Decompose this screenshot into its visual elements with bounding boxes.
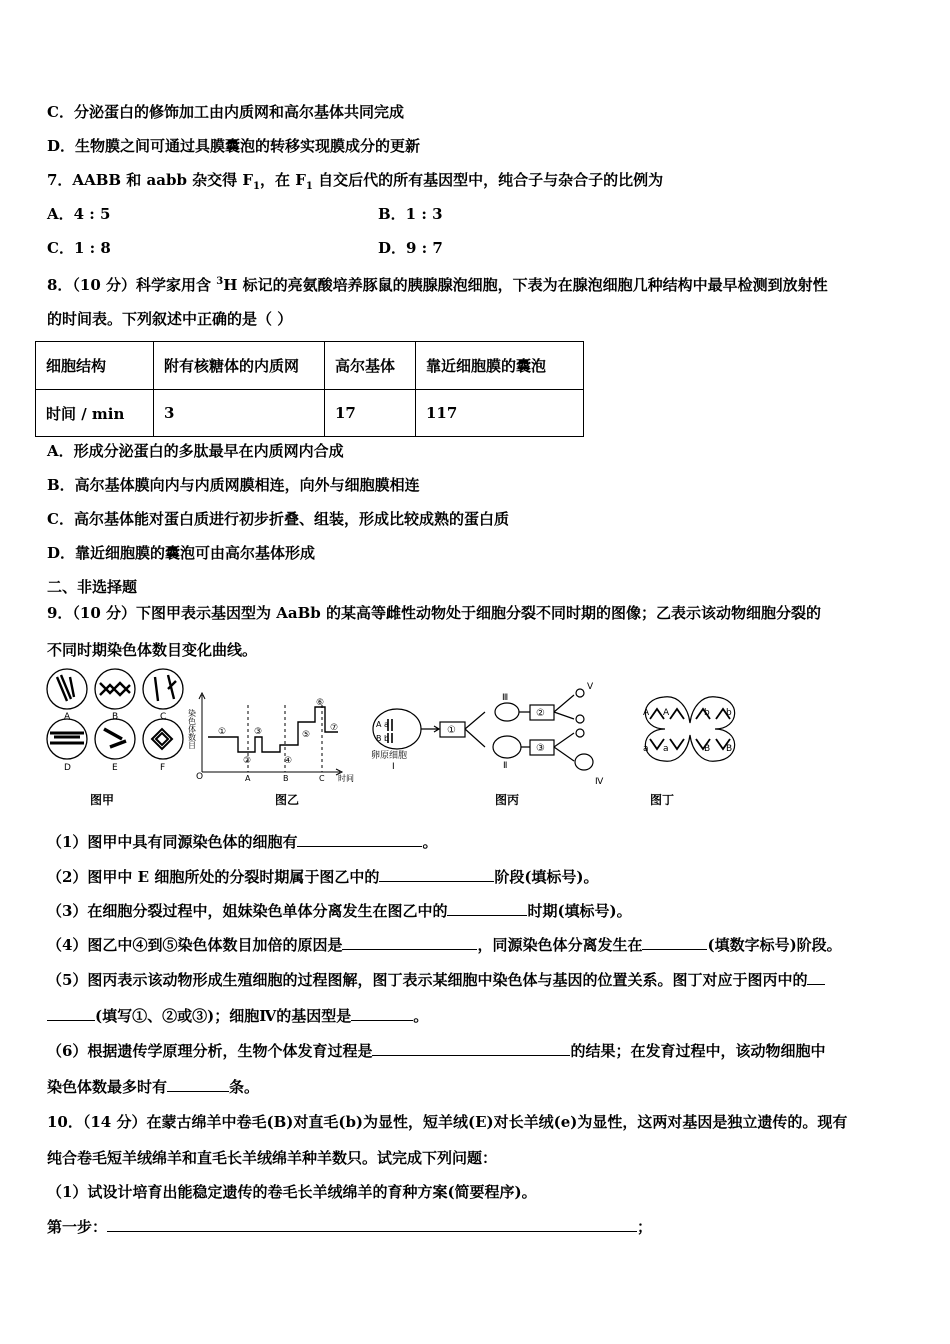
cell-ii-label: Ⅱ xyxy=(503,761,508,771)
label-a: A xyxy=(64,712,71,722)
q9-sub5-line2 xyxy=(47,1005,428,1026)
chromosome-shape xyxy=(650,709,730,719)
q8-option-a: A．形成分泌蛋白的多肽最早在内质网内合成 xyxy=(47,442,344,460)
q10-step1-label: 第一步： xyxy=(47,1218,108,1236)
caption-bing: 图丙 xyxy=(495,793,520,807)
cell-c xyxy=(143,669,183,709)
caption-yi: 图乙 xyxy=(275,793,300,807)
cell-label: 卵原细胞 xyxy=(371,751,408,761)
cell-d xyxy=(47,719,87,759)
q8-option-b: B．高尔基体膜向内与内质网膜相连，向外与细胞膜相连 xyxy=(47,476,420,494)
table-cell: 17 xyxy=(325,390,416,437)
q7-option-a: A．4 : 5 xyxy=(47,205,111,223)
label-b: B xyxy=(112,712,119,722)
q9-sub4-mid: ，同源染色体分离发生在 xyxy=(477,936,643,954)
step-2: ② xyxy=(536,708,545,719)
figure-svg xyxy=(40,667,910,812)
q8-stem xyxy=(47,272,828,295)
q9-sub1-text: （1）图甲中具有同源染色体的细胞有 xyxy=(47,833,298,851)
q9-sub6-end: 条。 xyxy=(229,1078,260,1096)
answer-blank[interactable] xyxy=(642,934,707,950)
table-cell: 3 xyxy=(154,390,325,437)
answer-blank[interactable] xyxy=(807,969,825,985)
cell-e xyxy=(95,719,135,759)
q8-stem-a: 8．（10 分）科学家用含 xyxy=(47,276,217,294)
cell-iii-label: Ⅲ xyxy=(502,693,509,703)
q9-sub3-end: 时期(填标号)。 xyxy=(527,902,632,920)
answer-blank[interactable] xyxy=(342,934,477,950)
q8-table xyxy=(35,341,584,437)
arrow xyxy=(421,726,439,732)
gene-label: B xyxy=(704,744,711,754)
cell-iii xyxy=(495,703,519,721)
y-axis-label: 染色体数目 xyxy=(187,709,197,749)
curve-line xyxy=(208,707,338,752)
q7-stem-a: 7．AABB 和 aabb 杂交得 F xyxy=(47,171,254,189)
q9-sub1 xyxy=(47,831,437,852)
x-mark: A xyxy=(245,774,251,783)
genes-top: A a xyxy=(376,720,389,729)
table-row xyxy=(36,390,584,437)
q6-option-c: C．分泌蛋白的修饰加工由内质网和高尔基体共同完成 xyxy=(47,103,404,121)
q9-sub6-line2 xyxy=(47,1076,259,1097)
q9-sub6-line1 xyxy=(47,1040,825,1061)
answer-blank[interactable] xyxy=(351,1005,413,1021)
arrow xyxy=(554,695,574,761)
caption-ding: 图丁 xyxy=(650,793,675,807)
answer-blank[interactable] xyxy=(47,1005,95,1021)
arrow xyxy=(519,712,530,747)
arrow xyxy=(465,712,485,747)
q10-sub1: （1）试设计培育出能稳定遗传的卷毛长羊绒绵羊的育种方案(简要程序)。 xyxy=(47,1183,537,1201)
q7-stem-b: ，在 F xyxy=(260,171,306,189)
q9-sub1-end: 。 xyxy=(422,833,438,851)
answer-blank[interactable] xyxy=(372,1040,570,1056)
chromosome-shape xyxy=(57,675,74,701)
gene-label: a xyxy=(643,744,649,754)
oogonium-cell xyxy=(373,709,421,749)
gene-label: B xyxy=(726,744,733,754)
step-1: ① xyxy=(447,725,456,736)
q10-stem-line2: 纯合卷毛短羊绒绵羊和直毛长羊绒绵羊种羊数只。试完成下列问题： xyxy=(47,1149,498,1167)
table-cell: 附有核糖体的内质网 xyxy=(154,342,325,390)
chromosome-shape xyxy=(100,683,130,695)
gene-label: a xyxy=(663,744,669,754)
q9-sub3 xyxy=(47,900,632,921)
answer-blank[interactable] xyxy=(107,1216,637,1232)
cell-roman: Ⅰ xyxy=(392,762,395,772)
q9-sub5-end: 。 xyxy=(413,1007,429,1025)
q7-sub2: 1 xyxy=(305,181,313,192)
polar-body xyxy=(576,729,584,737)
gene-label: b xyxy=(704,708,710,718)
cell-ii xyxy=(493,736,521,758)
stage-label: ③ xyxy=(254,727,263,737)
q9-sub5-line1 xyxy=(47,969,825,990)
q8-option-d: D．靠近细胞膜的囊泡可由高尔基体形成 xyxy=(47,544,316,562)
q8-stem-b: H 标记的亮氨酸培养豚鼠的胰腺腺泡细胞，下表为在腺泡细胞几种结构中最早检测到放射性 xyxy=(223,276,828,294)
q7-option-c: C．1 : 8 xyxy=(47,239,111,257)
panel-ding xyxy=(645,697,734,761)
q9-sub4-text: （4）图乙中④到⑤染色体数目加倍的原因是 xyxy=(47,936,343,954)
q8-stem-line2: 的时间表。下列叙述中正确的是（ ） xyxy=(47,310,293,328)
answer-blank[interactable] xyxy=(447,900,527,916)
stage-label: ① xyxy=(218,727,227,737)
genes-bottom: B b xyxy=(376,734,390,743)
answer-blank[interactable] xyxy=(379,866,494,882)
q9-stem-line1: 9．（10 分）下图甲表示基因型为 AaBb 的某高等雌性动物处于细胞分裂不同时期的图像；乙表示该动物细胞分裂的 xyxy=(47,604,822,622)
q7-sub1: 1 xyxy=(253,181,260,192)
stage-label: ⑦ xyxy=(330,723,339,733)
q8-option-c: C．高尔基体能对蛋白质进行初步折叠、组装，形成比较成熟的蛋白质 xyxy=(47,510,509,528)
gene-label: b xyxy=(726,708,732,718)
stage-label: ⑥ xyxy=(316,698,325,708)
label-f: F xyxy=(160,763,166,773)
origin-label: O xyxy=(196,772,204,782)
chromosome-shape xyxy=(650,739,730,749)
q9-figure xyxy=(40,667,910,812)
section-title: 二、非选择题 xyxy=(47,578,138,596)
q10-stem-line1: 10．（14 分）在蒙古绵羊中卷毛(B)对直毛(b)为显性，短羊绒(E)对长羊绒(e)为显性，这两对基因是独立遗传的。现有 xyxy=(47,1113,848,1131)
chromosome-shape xyxy=(155,675,176,701)
caption-jia: 图甲 xyxy=(90,793,115,807)
stage-label: ⑤ xyxy=(302,730,311,740)
q7-option-b: B．1 : 3 xyxy=(378,205,443,223)
cell-iv-label: Ⅳ xyxy=(595,777,604,787)
q6-option-d: D．生物膜之间可通过具膜囊泡的转移实现膜成分的更新 xyxy=(47,137,421,155)
label-c: C xyxy=(160,712,167,722)
stage-label: ② xyxy=(243,756,252,766)
x-mark: C xyxy=(319,774,325,783)
q9-sub2-end: 阶段(填标号)。 xyxy=(494,868,599,886)
y-axis xyxy=(199,693,205,772)
q9-sub3-text: （3）在细胞分裂过程中，姐妹染色单体分离发生在图乙中的 xyxy=(47,902,448,920)
dividing-cell xyxy=(645,697,734,761)
q10-step1 xyxy=(47,1216,652,1237)
chromosome-shape xyxy=(152,729,172,749)
q7-stem xyxy=(47,170,663,197)
table-cell: 117 xyxy=(416,390,584,437)
table-cell: 高尔基体 xyxy=(325,342,416,390)
chromosome-shape xyxy=(50,733,84,743)
table-cell: 靠近细胞膜的囊泡 xyxy=(416,342,584,390)
x-axis-label: 时间 xyxy=(338,774,354,783)
gene-label: A xyxy=(663,708,670,718)
label-e: E xyxy=(112,763,118,773)
cell-v-label: Ⅴ xyxy=(587,682,594,692)
polar-body xyxy=(576,715,584,723)
q9-sub2-text: （2）图甲中 E 细胞所处的分裂时期属于图乙中的 xyxy=(47,868,380,886)
table-cell: 细胞结构 xyxy=(36,342,154,390)
q9-sub5-line2-text: (填写①、②或③)；细胞Ⅳ的基因型是 xyxy=(95,1007,352,1025)
cell-iv xyxy=(575,754,593,770)
q9-sub2 xyxy=(47,866,599,887)
x-mark: B xyxy=(283,774,289,783)
cell-f xyxy=(143,719,183,759)
chromosome-shape xyxy=(104,729,126,747)
table-cell: 时间 / min xyxy=(36,390,154,437)
q9-sub6-line2-text: 染色体数最多时有 xyxy=(47,1078,168,1096)
stage-label: ④ xyxy=(284,756,293,766)
answer-blank[interactable] xyxy=(297,831,422,847)
q9-sub4-end: (填数字标号)阶段。 xyxy=(707,936,842,954)
panel-bing-labels xyxy=(371,682,604,787)
label-d: D xyxy=(64,763,71,773)
q9-stem-line2: 不同时期染色体数目变化曲线。 xyxy=(47,641,258,659)
q8-sup: 3 xyxy=(216,276,224,287)
q7-option-d: D．9 : 7 xyxy=(378,239,443,257)
answer-blank[interactable] xyxy=(167,1076,229,1092)
gene-label: A xyxy=(643,708,650,718)
cell-v xyxy=(576,689,584,697)
q7-stem-c: 自交后代的所有基因型中，纯合子与杂合子的比例为 xyxy=(312,171,664,189)
q9-sub4 xyxy=(47,934,842,955)
q9-sub5-text: （5）图丙表示该动物形成生殖细胞的过程图解，图丁表示某细胞中染色体与基因的位置关系。图丁对应于图丙中的 xyxy=(47,971,808,989)
q9-sub6-mid: 的结果；在发育过程中，该动物细胞中 xyxy=(570,1042,826,1060)
q9-sub6-text: （6）根据遗传学原理分析，生物个体发育过程是 xyxy=(47,1042,373,1060)
panel-yi-labels xyxy=(188,698,355,783)
step-3: ③ xyxy=(536,743,545,754)
q10-step1-end: ； xyxy=(637,1218,653,1236)
table-header-row xyxy=(36,342,584,390)
